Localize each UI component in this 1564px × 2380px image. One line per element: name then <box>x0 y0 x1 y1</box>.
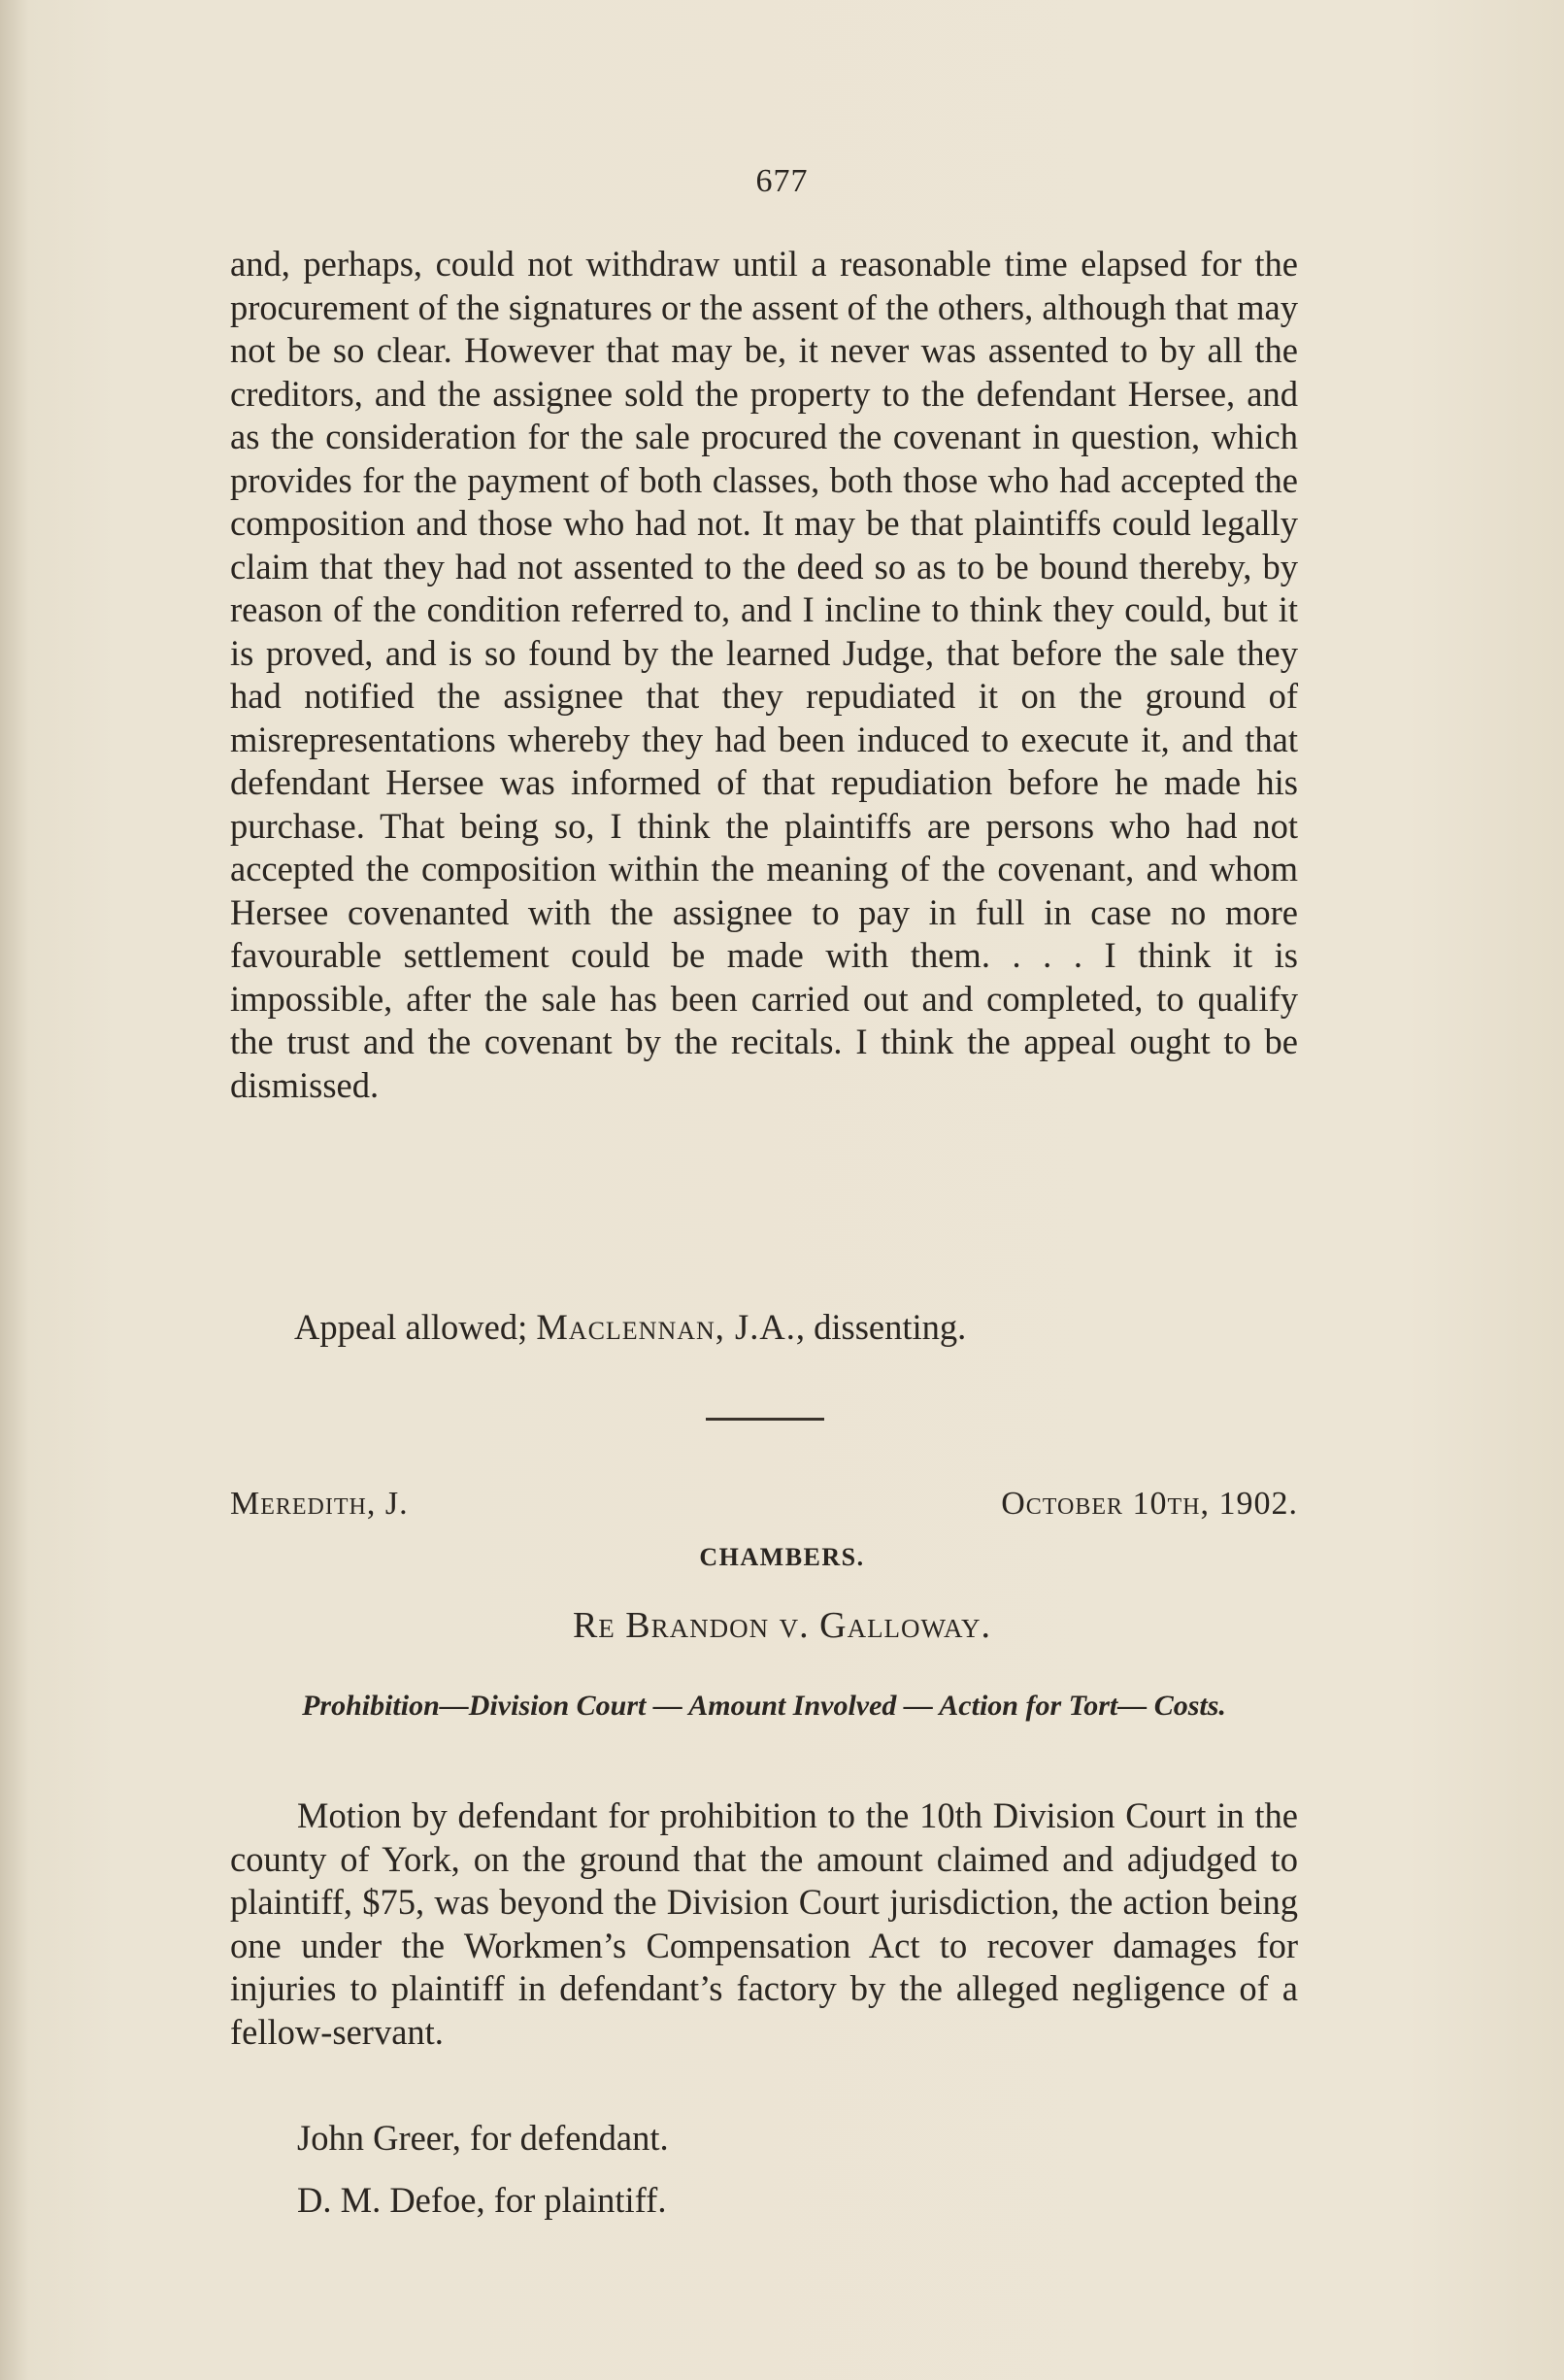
dissenting-judge: Maclennan, J.A. <box>536 1307 796 1347</box>
section-divider <box>706 1418 824 1421</box>
judgment-paragraph: and, perhaps, could not withdraw until a reasonable time elapsed for the procurement of the signatures or the assent of the others, although that may not be so clear. However that may be, it never was assented to by all the creditors, and the assignee sold the property to the defendant Hersee, and as the consideration for the sale procured the covenant in question, which provides for the payment of both classes, both those who had accepted the composition and those who had not. It may be that plaintiffs could legally claim that they had not assented to the deed so as to be bound thereby, by reason of the condition referred to, and I incline to think they could, but it is proved, and is so found by the learned Judge, that before the sale they had notified the assignee that they repudiated it on the ground of misrepresentations whereby they had been induced to execute it, and that defendant Hersee was informed of that repudiation before he made his purchase. That being so, I think the plaintiffs are persons who had not accepted the composition within the meaning of the covenant, and whom Hersee covenanted with the assignee to pay in full in case no more favourable settlement could be made with them. . . . I think it is impossible, after the sale has been carried out and completed, to qualify the trust and the covenant by the recitals. I think the appeal ought to be dismissed. <box>230 244 1298 1105</box>
counsel-defendant: John Greer, for defendant. <box>297 2118 669 2158</box>
case-title: Re Brandon v. Galloway. <box>572 1605 992 1646</box>
presiding-judge: Meredith, J. <box>230 1486 409 1522</box>
disposition-line <box>230 1306 1362 1349</box>
venue-heading: CHAMBERS. <box>699 1543 865 1571</box>
page-number: 677 <box>755 163 809 199</box>
motion-paragraph: Motion by defendant for prohibition to the 10th Division Court in the county of York, on the ground that the amount claimed and adjudged to plaintiff, $75, was beyond the Division Court jurisdiction, the action being one under the Workmen’s Compensation Act to recover damages for injuries to plaintiff in defendant’s factory by the alleged negligence of a fellow-servant. <box>230 1795 1298 2052</box>
judgment-date: October 10th, 1902. <box>1001 1486 1298 1522</box>
counsel-plaintiff: D. M. Defoe, for plaintiff. <box>297 2180 667 2220</box>
disposition-prefix: Appeal allowed; <box>294 1307 537 1347</box>
disposition-suffix: , dissenting. <box>795 1307 967 1347</box>
catchwords: Prohibition—Division Court — Amount Involved — Action for Tort— Costs. <box>302 1690 1226 1722</box>
